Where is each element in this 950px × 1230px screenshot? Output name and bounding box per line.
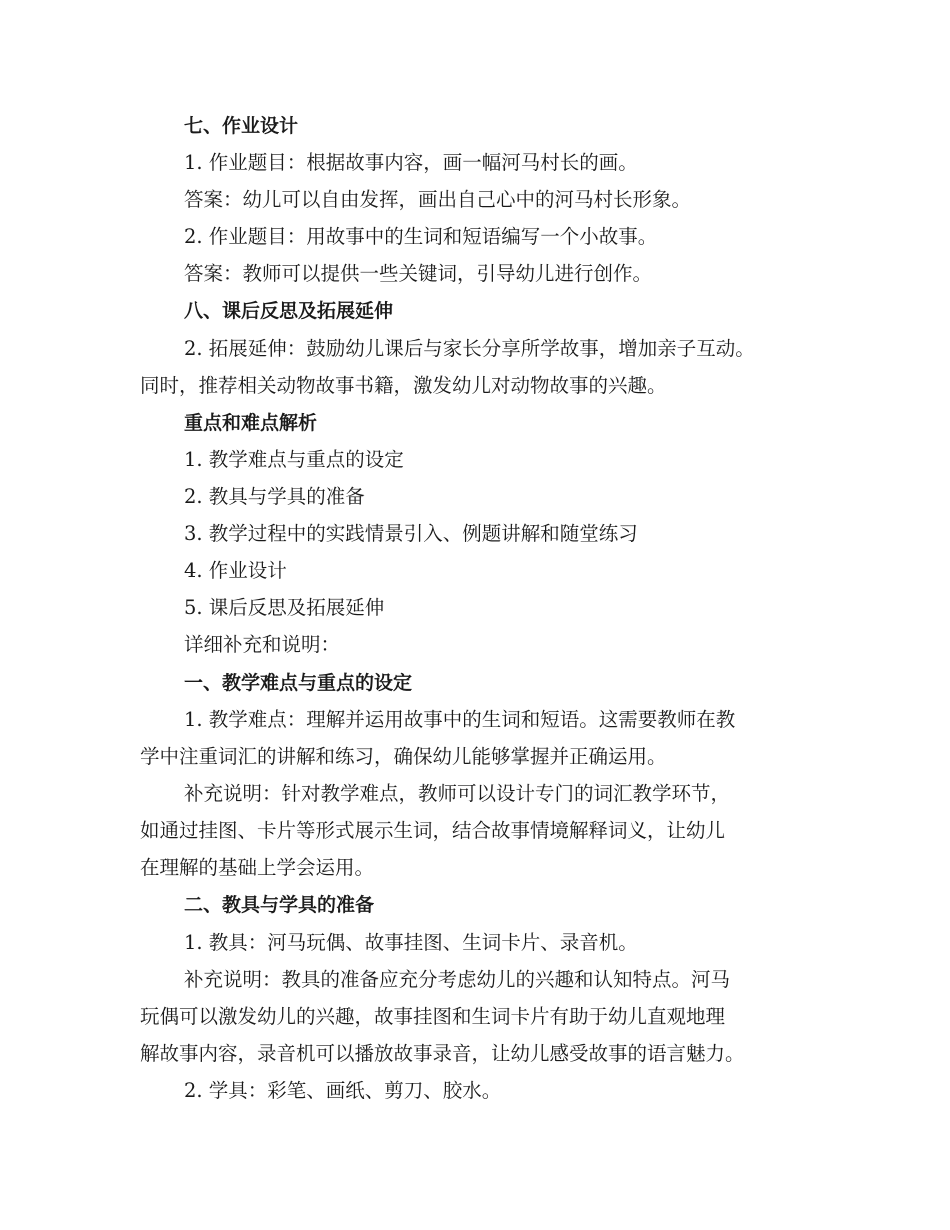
paragraph-line: 学中注重词汇的讲解和练习，确保幼儿能够掌握并正确运用。 [140,745,667,768]
paragraph-line: 答案：教师可以提供一些关键词，引导幼儿进行创作。 [184,262,653,285]
paragraph-line: 1. 教学难点：理解并运用故事中的生词和短语。这需要教师在教 [184,708,736,731]
paragraph-line: 2. 作业题目：用故事中的生词和短语编写一个小故事。 [184,225,658,248]
paragraph-line: 如通过挂图、卡片等形式展示生词，结合故事情境解释词义，让幼儿 [140,819,726,842]
paragraph-line: 详细补充和说明： [184,633,341,656]
section-heading-homework: 七、作业设计 [184,115,299,137]
paragraph-line: 补充说明：针对教学难点，教师可以设计专门的词汇教学环节， [184,782,731,805]
paragraph-line: 玩偶可以激发幼儿的兴趣，故事挂图和生词卡片有助于幼儿直观地理 [140,1005,726,1028]
paragraph-line: 2. 拓展延伸：鼓励幼儿课后与家长分享所学故事，增加亲子互动。 [184,337,755,360]
list-item: 2. 教具与学具的准备 [184,485,365,508]
paragraph-line: 答案：幼儿可以自由发挥，画出自己心中的河马村长形象。 [184,188,692,211]
paragraph-line: 2. 学具：彩笔、画纸、剪刀、胶水。 [184,1079,502,1102]
section-heading-difficulties: 一、教学难点与重点的设定 [184,672,413,694]
list-item: 4. 作业设计 [184,559,287,582]
paragraph-line: 同时，推荐相关动物故事书籍，激发幼儿对动物故事的兴趣。 [140,374,667,397]
section-heading-reflection: 八、课后反思及拓展延伸 [184,300,394,322]
paragraph-line: 补充说明：教具的准备应充分考虑幼儿的兴趣和认知特点。河马 [184,968,731,991]
paragraph-line: 1. 作业题目：根据故事内容，画一幅河马村长的画。 [184,151,638,174]
list-item: 1. 教学难点与重点的设定 [184,448,404,471]
section-heading-materials: 二、教具与学具的准备 [184,894,375,916]
list-item: 5. 课后反思及拓展延伸 [184,596,385,619]
paragraph-line: 在理解的基础上学会运用。 [140,856,375,879]
section-heading-key-points: 重点和难点解析 [184,412,318,434]
list-item: 3. 教学过程中的实践情景引入、例题讲解和随堂练习 [184,522,638,545]
paragraph-line: 解故事内容，录音机可以播放故事录音，让幼儿感受故事的语言魅力。 [140,1042,745,1065]
paragraph-line: 1. 教具：河马玩偶、故事挂图、生词卡片、录音机。 [184,931,638,954]
